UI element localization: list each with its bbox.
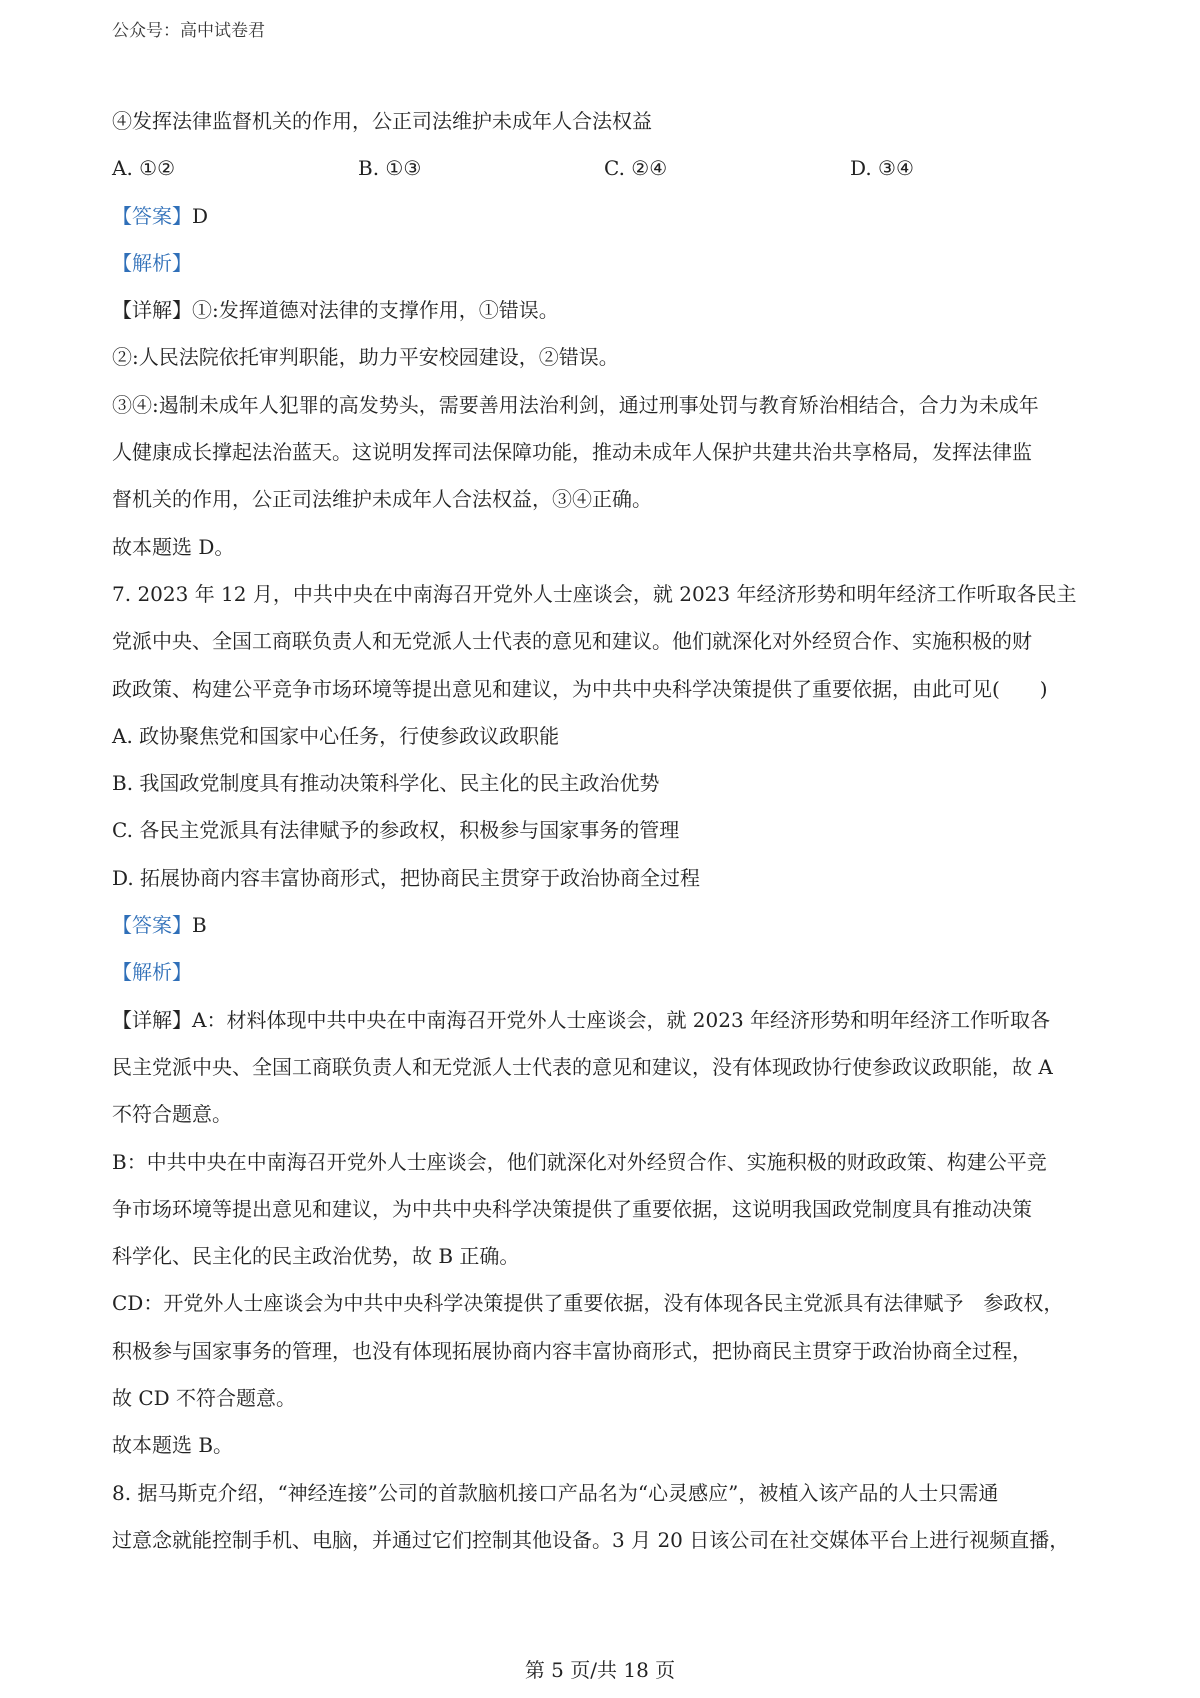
q7-detail-line: 故 CD 不符合题意。 [112,1386,297,1411]
q7-conclusion: 故本题选 B。 [112,1433,234,1458]
q7-option-c: C. 各民主党派具有法律赋予的参政权，积极参与国家事务的管理 [112,818,680,843]
q7-stem-line: 政政策、构建公平竞争市场环境等提出意见和建议，为中共中央科学决策提供了重要依据，由此可见( ) [112,676,1048,701]
q6-detail-line: 督机关的作用，公正司法维护未成年人合法权益，③④正确。 [112,487,652,512]
q6-detail-line: ③④:遏制未成年人犯罪的高发势头，需要善用法治利剑，通过刑事处罚与教育矫治相结合，合力为未成年 [112,392,1039,417]
q6-answer-label: 【答案】 [112,203,192,228]
q7-detail-text: A：材料体现中共中央在中南海召开党外人士座谈会，就 2023 年经济形势和明年经济工作听取各 [192,1007,1051,1032]
q8-stem-line: 8. 据马斯克介绍，“神经连接”公司的首款脑机接口产品名为“心灵感应”，被植入该产品的人士只需通 [112,1480,999,1505]
q6-statement-4: ④发挥法律监督机关的作用，公正司法维护未成年人合法权益 [112,109,652,133]
q6-analysis-label: 【解析】 [112,250,192,275]
q7-option-b: B. 我国政党制度具有推动决策科学化、民主化的民主政治优势 [112,771,660,796]
q7-detail-line: 科学化、民主化的民主政治优势，故 B 正确。 [112,1244,520,1269]
q7-detail-line: B：中共中央在中南海召开党外人士座谈会，他们就深化对外经贸合作、实施积极的财政政策、构建公平竞 [112,1149,1047,1174]
q6-option-a: A. ①② [112,156,176,181]
q6-option-c: C. ②④ [604,156,668,181]
q7-answer-label: 【答案】 [112,913,192,938]
q7-answer-value: B [192,913,207,938]
q7-stem-line: 7. 2023 年 12 月，中共中央在中南海召开党外人士座谈会，就 2023 年经济形势和明年经济工作听取各民主 [112,581,1077,606]
q7-detail-line: 积极参与国家事务的管理，也没有体现拓展协商内容丰富协商形式，把协商民主贯穿于政治协商全过程， [112,1338,1032,1363]
q7-detail-line: 争市场环境等提出意见和建议，为中共中央科学决策提供了重要依据，这说明我国政党制度具有推动决策 [112,1196,1032,1221]
page-number: 第 5 页/共 18 页 [524,1658,676,1682]
q6-options [112,145,1102,192]
q7-detail-line: 民主党派中央、全国工商联负责人和无党派人士代表的意见和建议，没有体现政协行使参政议政职能，故 A [112,1054,1053,1079]
page-content [112,98,1102,1564]
q7-answer [112,902,1102,949]
q6-detail-line [112,287,1102,334]
q6-detail-line: 人健康成长撑起法治蓝天。这说明发挥司法保障功能，推动未成年人保护共建共治共享格局，发挥法律监 [112,440,1032,465]
q7-detail-line: 不符合题意。 [112,1102,232,1127]
q7-option-a: A. 政协聚焦党和国家中心任务，行使参政议政职能 [112,723,560,748]
page-header: 公众号：高中试卷君 [112,21,265,41]
q6-answer-value: D [192,203,209,228]
q7-stem-line: 党派中央、全国工商联负责人和无党派人士代表的意见和建议。他们就深化对外经贸合作、实施积极的财 [112,629,1032,654]
q8-stem-line: 过意念就能控制手机、电脑，并通过它们控制其他设备。3 月 20 日该公司在社交媒体平台上进行视频直播， [112,1527,1070,1552]
q6-detail-text: ①:发挥道德对法律的支撑作用，①错误。 [192,298,559,323]
q6-detail-line: ②:人民法院依托审判职能，助力平安校园建设，②错误。 [112,345,619,370]
q6-answer [112,193,1102,240]
q7-option-d: D. 拓展协商内容丰富协商形式，把协商民主贯穿于政治协商全过程 [112,865,701,890]
q7-analysis-label: 【解析】 [112,960,192,985]
q6-conclusion: 故本题选 D。 [112,534,235,559]
q7-detail-line [112,997,1102,1044]
q6-detail-label: 【详解】 [112,298,192,323]
q7-detail-line: CD：开党外人士座谈会为中共中央科学决策提供了重要依据，没有体现各民主党派具有法律赋予 参政权， [112,1291,1064,1316]
q6-option-b: B. ①③ [358,156,422,181]
q7-detail-label: 【详解】 [112,1007,192,1032]
q6-option-d: D. ③④ [850,156,914,181]
